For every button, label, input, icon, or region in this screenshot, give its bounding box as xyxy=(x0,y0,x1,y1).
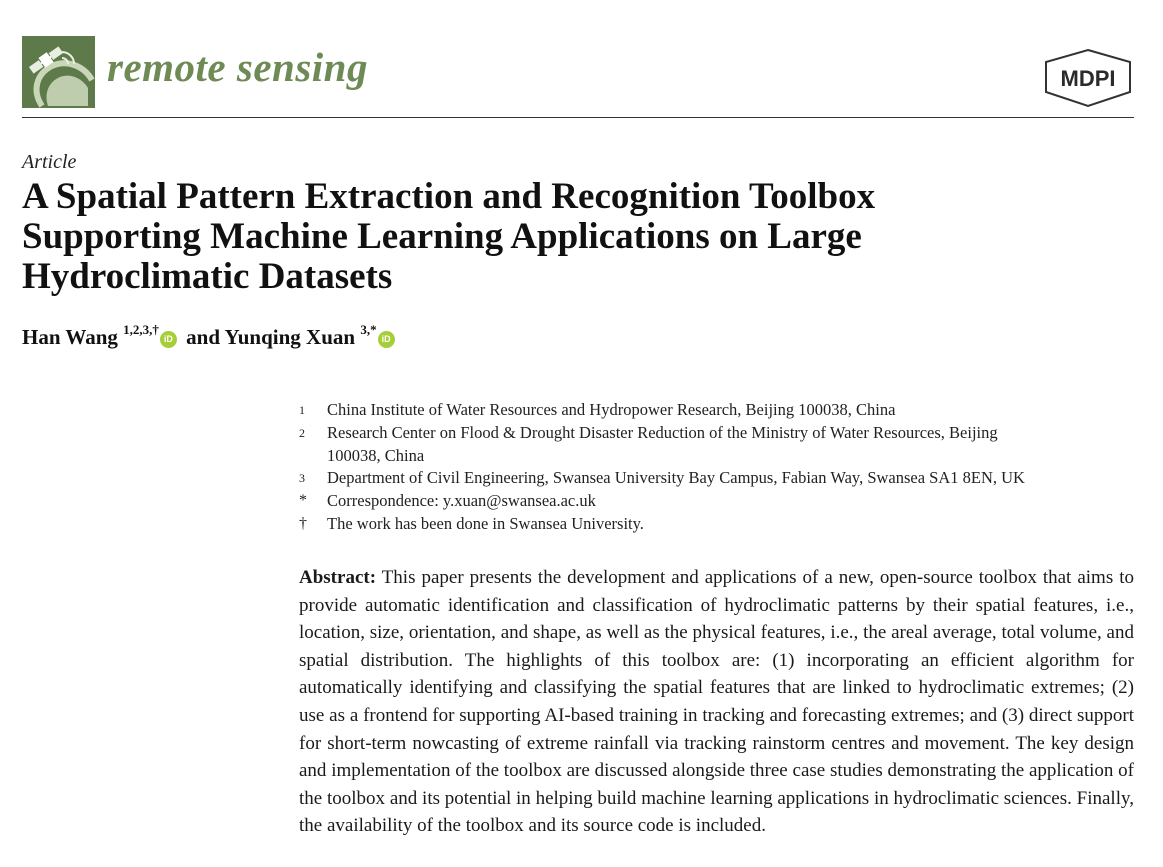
abstract-text: This paper presents the development and applications of a new, open-source toolbox that aims to provide automatic identification and classification of hydroclimatic patterns by their spatial features, i.e., location, size, orientation, and shape, as well as the physical features, i.e., the areal average, total volume, and spatial distribution. The highlights of this toolbox are: (1) incorporating an efficient algorithm for automatically identifying and classifying the spatial features that are linked to hydroclimatic extremes; (2) use as a frontend for supporting AI-based training in tracking and forecasting extremes; and (3) direct support for short-term nowcasting of extreme rainfall via tracking rainstorm centres and movement. The key design and implementation of the toolbox are discussed alongside three case studies demonstrating the application of the toolbox and its potential in helping build machine learning applications in hydroclimatic sciences. Finally, the availability of the toolbox and its source code is included. xyxy=(299,567,1134,837)
header-divider xyxy=(22,117,1134,118)
affiliations xyxy=(299,399,1129,536)
author-conjunction: and xyxy=(186,325,221,349)
affiliation-text: Department of Civil Engineering, Swansea University Bay Campus, Fabian Way, Swansea SA1 8EN, UK xyxy=(327,468,1025,488)
publisher-name: MDPI xyxy=(1060,66,1116,91)
affiliation-mark: 2 xyxy=(299,425,305,440)
affiliation-mark: 1 xyxy=(299,403,305,417)
affiliation-item xyxy=(299,422,1129,468)
affiliation-mark: † xyxy=(299,514,307,532)
affiliation-mark: * xyxy=(299,492,307,510)
affiliation-item xyxy=(299,490,1129,513)
affiliation-text: The work has been done in Swansea University. xyxy=(327,513,644,533)
affiliation-item xyxy=(299,467,1129,490)
orcid-icon[interactable]: iD xyxy=(378,331,395,348)
abstract-label: Abstract: xyxy=(299,567,377,588)
correspondence-text[interactable]: Correspondence: y.xuan@swansea.ac.uk xyxy=(327,491,596,511)
mdpi-logo xyxy=(1042,48,1134,108)
satellite-globe-icon xyxy=(22,36,95,108)
affiliation-item xyxy=(299,513,1129,536)
journal-name: remote sensing xyxy=(107,44,368,90)
affiliation-text: China Institute of Water Resources and Hydropower Research, Beijing 100038, China xyxy=(327,400,896,419)
article-title: A Spatial Pattern Extraction and Recognition Toolbox Supporting Machine Learning Applications on Large Hydroclimatic Datasets xyxy=(22,176,876,297)
affiliation-text: Research Center on Flood & Drought Disaster Reduction of the Ministry of Water Resources, Beijing 100038, China xyxy=(327,422,998,465)
journal-header xyxy=(0,0,1163,120)
abstract xyxy=(299,564,1134,840)
affiliation-mark: 3 xyxy=(299,471,305,486)
author-name[interactable]: Yunqing Xuan xyxy=(224,325,356,349)
author-affiliation-marks: 3,* xyxy=(360,322,377,337)
orcid-icon[interactable]: iD xyxy=(160,331,177,348)
article-type: Article xyxy=(22,151,77,173)
author-name[interactable]: Han Wang xyxy=(22,325,118,349)
author-affiliation-marks: 1,2,3,† xyxy=(123,322,159,337)
author-list xyxy=(22,322,399,350)
affiliation-item xyxy=(299,399,1129,422)
